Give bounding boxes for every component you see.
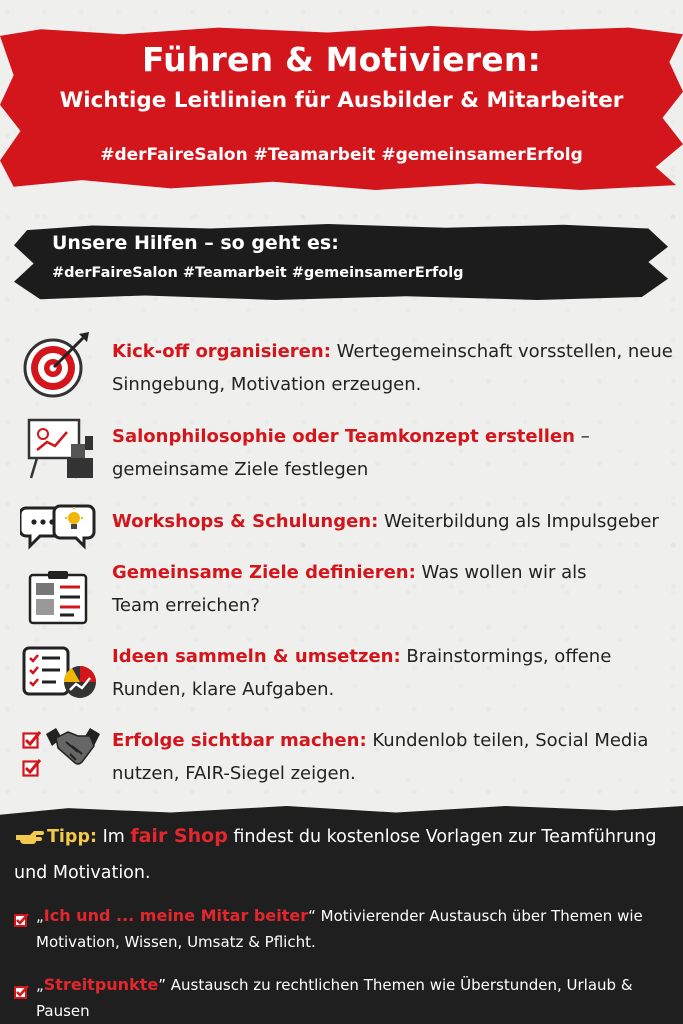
quote-close: “ xyxy=(308,907,316,925)
item-title: Kick-off organisieren: xyxy=(112,341,331,362)
note-text: Motivierender Austausch über Themen wie Motivation, Wissen, Umsatz & Pflicht. xyxy=(36,907,643,951)
item-text: Weiterbildung als Impulsgeber xyxy=(378,511,659,532)
note-text: Austausch zu rechtlichen Themen wie Überstunden, Urlaub & Pausen xyxy=(36,976,633,1020)
section-hashtags: #derFaireSalon #Teamarbeit #gemeinsamerErfolg xyxy=(52,265,464,281)
tip-label: Tipp: xyxy=(47,827,97,847)
header-hashtags: #derFaireSalon #Teamarbeit #gemeinsamerErfolg xyxy=(100,145,583,165)
item-text: – gemeinsame Ziele festlegen xyxy=(112,426,590,480)
page-subtitle: Wichtige Leitlinien für Ausbilder & Mitarbeiter xyxy=(59,88,624,113)
item-title: Ideen sammeln & umsetzen: xyxy=(112,646,401,667)
checkbox-checked-icon xyxy=(22,758,42,778)
quote-close: ” xyxy=(158,976,166,994)
pointing-hand-icon xyxy=(14,824,44,857)
checkbox-checked-icon xyxy=(14,912,30,928)
section-heading: Unsere Hilfen – so geht es: xyxy=(52,232,339,254)
note-title: Streitpunkte xyxy=(43,975,159,994)
list-item xyxy=(112,420,682,486)
item-title: Workshops & Schulungen: xyxy=(112,511,379,532)
item-title: Gemeinsame Ziele definieren: xyxy=(112,562,416,583)
checkbox-checked-icon xyxy=(14,984,30,1000)
item-text: Was wollen wir als Team erreichen? xyxy=(112,562,587,616)
list-item xyxy=(112,505,682,538)
note-title: Ich und ... meine Mitar beiter xyxy=(43,906,309,925)
tip-text xyxy=(14,820,674,890)
chat-lightbulb-icon xyxy=(20,500,96,552)
list-item xyxy=(112,640,652,706)
list-item xyxy=(112,556,632,622)
presentation-icon xyxy=(22,414,98,484)
checklist-chart-icon xyxy=(20,642,98,702)
list-item xyxy=(112,335,682,401)
item-text: Brainstormings, offene Runden, klare Aufgaben. xyxy=(112,646,612,700)
quote-open: „ xyxy=(36,976,44,994)
note-item xyxy=(36,903,666,955)
page-title: Führen & Motivieren: xyxy=(142,40,541,79)
handshake-icon xyxy=(44,724,102,770)
item-title: Salonphilosophie oder Teamkonzept erstellen xyxy=(112,426,575,447)
item-title: Erfolge sichtbar machen: xyxy=(112,730,367,751)
tip-post: findest du kostenlose Vorlagen zur Teamführung und Motivation. xyxy=(14,827,657,883)
checkbox-checked-icon xyxy=(22,730,42,750)
clipboard-icon xyxy=(22,568,94,628)
note-item xyxy=(36,972,676,1024)
list-item xyxy=(112,724,683,790)
quote-open: „ xyxy=(36,907,44,925)
item-text: Kundenlob teilen, Social Media nutzen, FAIR-Siegel zeigen. xyxy=(112,730,649,784)
item-text: Wertegemeinschaft vorsstellen, neue Sinngebung, Motivation erzeugen. xyxy=(112,341,673,395)
fair-shop-link[interactable]: fair Shop xyxy=(130,825,228,847)
target-icon xyxy=(18,330,94,400)
tip-pre: Im xyxy=(97,827,131,847)
